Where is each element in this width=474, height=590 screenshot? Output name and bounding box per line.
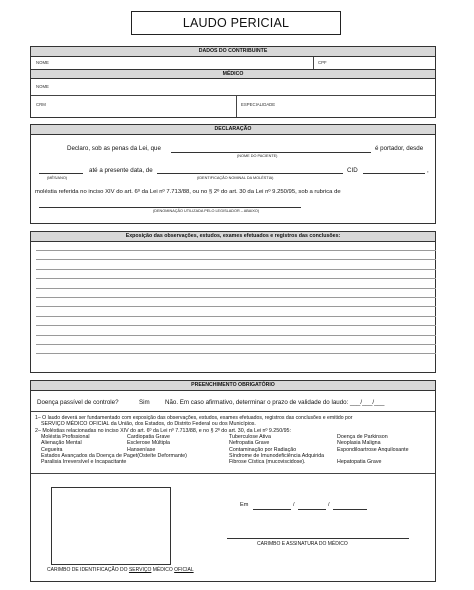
disease-item: Alienação Mental (41, 440, 82, 447)
carimbo-id-medico: MÉDICO (152, 567, 173, 573)
denominacao-field[interactable] (39, 207, 301, 208)
exposicao-line[interactable] (36, 306, 436, 307)
declaracao-line3: moléstia referida no inciso XIV do art. 6º da Lei nº 7.713/88, ou no § 2º do art. 30 da Lei nº 9.250/95, sob a rubrica de (35, 189, 341, 195)
date-day-field[interactable] (253, 509, 291, 510)
disease-item: Paralisia Irreversível e Incapacitante (41, 459, 127, 466)
date-sep-2: / (328, 502, 330, 508)
disease-item: Espondiloartrose Anquilosante (337, 446, 409, 453)
disease-item: Tuberculose Ativa (229, 434, 271, 440)
preenchimento-header: PREENCHIMENTO OBRIGATÓRIO (31, 381, 435, 391)
nome-paciente-caption: (NOME DO PACIENTE) (237, 154, 278, 158)
divider (31, 411, 435, 412)
disease-item: Hepatopatia Grave (337, 459, 382, 466)
exposicao-line[interactable] (36, 297, 436, 298)
divider (31, 473, 435, 474)
cid-field[interactable] (363, 173, 425, 174)
note-1a: 1– O laudo deverá ser fundamentado com exposição das observações, estudos, exames efetuados, registros das conclusões e emitido por (35, 415, 353, 421)
medico-nome-field[interactable] (61, 82, 431, 92)
exposicao-header: Exposição das observações, estudos, exames efetuados e registros das conclusões: (31, 232, 435, 242)
disease-item: Hanseníase (127, 446, 156, 453)
medico-crm-label: CRM (36, 102, 46, 107)
date-month-field[interactable] (298, 509, 326, 510)
declaracao-line2-mid: até a presente data, de (89, 167, 153, 174)
carimbo-identificacao-caption (47, 567, 194, 573)
note-2: 2– Moléstias relacionadas no inciso XIV do art. 6º da Lei nº 7.713/88, e no § 2º do art. 30, da Lei nº 9.250/95: (35, 428, 291, 434)
date-sep-1: / (293, 502, 295, 508)
disease-item: Neoplasia Maligna (337, 440, 381, 447)
declaracao-line1-start: Declaro, sob as penas da Lei, que (67, 145, 161, 152)
disease-item: Nefropatia Grave (229, 440, 270, 447)
exposicao-section (30, 231, 436, 373)
controle-question: Doença passível de controle? (37, 399, 119, 406)
assinatura-field[interactable] (227, 538, 409, 539)
disease-item: Contaminação por Radiação (229, 446, 297, 453)
exposicao-line[interactable] (36, 344, 436, 345)
mes-ano-field[interactable] (39, 173, 83, 174)
page-title: LAUDO PERICIAL (131, 11, 341, 35)
contribuinte-cpf-field[interactable] (331, 58, 431, 68)
disease-item: Esclerose Múltipla (127, 440, 170, 447)
disease-item: Moléstia Profissional (41, 434, 90, 440)
note-1b: SERVIÇO MÉDICO OFICIAL da União, dos Estados, do Distrito Federal ou dos Municípios. (41, 421, 256, 427)
medico-especialidade-label: ESPECIALIDADE (241, 102, 276, 107)
controle-sim-option[interactable]: Sim (139, 399, 150, 406)
declaracao-line1-end: é portador, desde (375, 145, 424, 152)
disease-item: Doença de Parkinson (337, 434, 388, 440)
exposicao-line[interactable] (36, 278, 436, 279)
divider (236, 95, 237, 117)
exposicao-line[interactable] (36, 259, 436, 260)
exposicao-line[interactable] (36, 316, 436, 317)
divider (313, 57, 314, 69)
mes-ano-caption: (MÊS/ANO) (47, 176, 68, 180)
declaracao-line2-end: , (427, 167, 429, 174)
exposicao-line[interactable] (36, 250, 436, 251)
medico-crm-field[interactable] (61, 99, 231, 111)
contribuinte-cpf-label: CPF (318, 60, 327, 65)
disease-item: Cardiopatia Grave (127, 434, 170, 440)
contribuinte-medico-section (30, 46, 436, 118)
declaracao-section (30, 124, 436, 224)
carimbo-id-prefix: CARIMBO DE IDENTIFICAÇÃO DO (47, 567, 128, 573)
disease-item: Fibrose Cística (mucoviscidose). (229, 459, 306, 466)
exposicao-line[interactable] (36, 288, 436, 289)
molestia-field[interactable] (157, 173, 343, 174)
exposicao-line[interactable] (36, 325, 436, 326)
cid-label: CID (347, 167, 358, 174)
preenchimento-section (30, 380, 436, 582)
date-year-field[interactable] (333, 509, 367, 510)
controle-nao-option[interactable]: Não. Em caso afirmativo, determinar o prazo de validade do laudo: ___/___/___ (165, 399, 385, 406)
contribuinte-nome-field[interactable] (61, 58, 309, 68)
nome-paciente-field[interactable] (171, 152, 371, 153)
denominacao-caption: (DENOMINAÇÃO UTILIZADA PELO LEGISLADOR – ABAIXO) (153, 209, 260, 213)
identificacao-caption: (IDENTIFICAÇÃO NOMINAL DA MOLÉSTIA) (197, 176, 274, 180)
exposicao-line[interactable] (36, 353, 436, 354)
exposicao-line[interactable] (36, 269, 436, 270)
medico-header: MÉDICO (31, 69, 435, 79)
contribuinte-nome-label: NOME (36, 60, 49, 65)
carimbo-assinatura-caption: CARIMBO E ASSINATURA DO MÉDICO (257, 541, 348, 547)
divider (31, 95, 435, 96)
carimbo-id-servico: SERVIÇO (128, 567, 152, 573)
carimbo-id-oficial: OFICIAL (174, 567, 194, 573)
disease-item: Síndrome de Imunodeficiência Adquirida (229, 452, 325, 459)
carimbo-box[interactable] (51, 487, 171, 565)
em-label: Em (240, 502, 249, 508)
exposicao-line[interactable] (36, 335, 436, 336)
disease-item: Estados Avançados da Doença de Paget(Osteíte Deformante) (41, 452, 187, 459)
contribuinte-header: DADOS DO CONTRIBUINTE (31, 47, 435, 57)
medico-especialidade-field[interactable] (291, 99, 431, 111)
disease-item: Cegueira (41, 446, 63, 453)
medico-nome-label: NOME (36, 84, 49, 89)
declaracao-header: DECLARAÇÃO (31, 125, 435, 135)
